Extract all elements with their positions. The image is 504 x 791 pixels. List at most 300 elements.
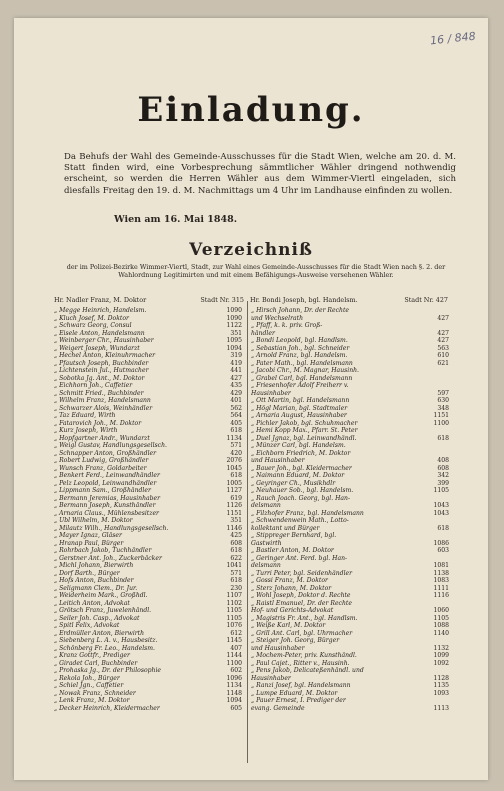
voter-name: und Hausinhaber (251, 457, 305, 464)
voter-entry (251, 315, 449, 323)
house-number: 1045 (226, 464, 242, 472)
voter-entry (54, 472, 242, 480)
voter-name: „ Schnapper Anton, Großhändler (54, 449, 157, 457)
voter-entry (251, 630, 449, 638)
voter-name: „ Wohl Joseph, Doktor d. Rechte (251, 592, 351, 599)
house-number: 618 (230, 577, 242, 584)
house-number: 1111 (433, 584, 449, 592)
house-number (427, 450, 449, 458)
document-title: Einladung. (137, 90, 365, 130)
voter-entry (54, 352, 242, 360)
voter-name: „ Friesenhofer Adolf Freiherr v. (251, 382, 349, 389)
voter-name: „ Eichhorn Joh., Caffetier (54, 382, 133, 389)
voter-entry (251, 592, 449, 600)
house-number: 618 (230, 427, 242, 434)
house-number: 621 (437, 359, 449, 367)
voter-entry (54, 570, 242, 578)
house-number: 1151 (226, 509, 242, 517)
voter-entry (54, 585, 242, 593)
house-number: 435 (230, 382, 242, 389)
voter-name: Hausinhaber (251, 674, 291, 682)
house-number: 1099 (433, 652, 449, 659)
house-number: 1095 (226, 337, 242, 344)
voter-name: „ Eisele Anton, Handelsmann (54, 329, 145, 337)
house-number: 571 (230, 569, 242, 577)
voter-name: „ Taz Eduard, Wirth (54, 412, 116, 419)
voter-entry (251, 495, 449, 503)
voter-name: „ Ott Martin, bgl. Handelsmann (251, 397, 350, 404)
voter-name: „ Milautz Wilh., Handlungsgesellsch. (54, 524, 169, 532)
voter-name: Hausinhaber (251, 389, 291, 397)
voter-name: „ Nowak Franz, Schneider (54, 689, 136, 697)
voter-entry (251, 570, 449, 578)
voter-name: „ Ubl Wilhelm, M. Doktor (54, 517, 133, 524)
house-number (427, 697, 449, 705)
voter-name: „ Rekola Joh., Bürger (54, 674, 120, 682)
voter-entry (251, 600, 449, 608)
voter-name: „ Spitl Felix, Advokat (54, 622, 120, 629)
voter-entry (54, 615, 242, 623)
voter-entry (251, 525, 449, 533)
voter-entry (251, 667, 449, 675)
voter-entry (54, 525, 242, 533)
house-number: 342 (437, 472, 449, 479)
voter-name: „ Neuhauer Sob., bgl. Handelsm. (251, 487, 354, 494)
right-column-header (250, 296, 448, 304)
voter-name: „ Erdmüller Anton, Bierwirth (54, 629, 145, 637)
list-title: Verzeichniß (189, 240, 313, 260)
voter-name: „ Schwarzer Alois, Weinhändler (54, 404, 153, 412)
voter-entry (54, 480, 242, 488)
voter-name: kollektant und Bürger (251, 524, 320, 532)
voter-entry (54, 510, 242, 518)
voter-name: „ Wilhelm Franz, Handelsmann (54, 397, 151, 404)
voter-name: Gastwirth (251, 539, 282, 547)
voter-entry (251, 337, 449, 345)
voter-name: „ Naimann Eduard, M. Doktor (251, 472, 345, 479)
voter-name: „ Kurz Joseph, Wirth (54, 427, 118, 434)
house-number: 1105 (433, 487, 449, 494)
voter-entry (54, 465, 242, 473)
intro-paragraph: Da Behufs der Wahl des Gemeinde-Ausschusses für die Stadt Wien, welche am 20. d. M. Statt finden wird, eine Vorbesprechung sämmtlicher Wähler dringend nothwendig erscheint, so werden die Herren Wähler aus dem Wimmer-Viertl eingeladen, sich diesfalls Freitag den 19. d. M. Nachmittags um 4 Uhr im Landhause einfinden zu wollen. (64, 152, 456, 196)
voter-name: „ Pfaff, k. k. priv. Groß- (251, 322, 323, 329)
voter-name: „ Mochem-Peter, priv. Kunsthändl. (251, 652, 357, 659)
voter-name: „ Sterz Johann, M. Doktor (251, 584, 332, 592)
voter-entry (54, 697, 242, 705)
voter-entry (54, 457, 242, 465)
voter-entry (54, 360, 242, 368)
house-number: 1146 (226, 524, 242, 532)
house-number: 351 (230, 517, 242, 524)
voter-name: „ Weigl Gustav, Handlungsgesellsch. (54, 442, 167, 449)
house-number: 1128 (433, 674, 449, 682)
voter-entry (251, 307, 449, 315)
voter-name: „ Benkert Ferd., Leinwandhändler (54, 472, 160, 479)
voter-name: „ Pens Jakob, Delicateßenhändl. und (251, 667, 364, 674)
voter-name: „ Jacobi Chr., M. Magnar, Hausinh. (251, 367, 359, 374)
voter-entry (54, 637, 242, 645)
house-number: 618 (437, 524, 449, 532)
voter-entry (54, 382, 242, 390)
voter-entry (251, 502, 449, 510)
voter-name: „ Bauer Joh., bgl. Kleidermacher (251, 464, 352, 472)
house-number: 608 (437, 464, 449, 472)
voter-name: „ Hechel Anton, Kleinuhrmacher (54, 352, 156, 359)
archive-mark: 16 / 848 (429, 29, 477, 48)
voter-name: „ Pelz Leopold, Leinwandhändler (54, 479, 157, 487)
voter-entry (54, 577, 242, 585)
house-number: 1144 (226, 652, 242, 659)
house-number: 563 (437, 344, 449, 352)
voter-name: „ Weigert Joseph, Wundarzt (54, 344, 140, 352)
house-number: 1102 (226, 599, 242, 607)
voter-name: „ Hofs Anton, Buchbinder (54, 577, 134, 584)
house-number: 562 (230, 404, 242, 412)
voter-entry (54, 330, 242, 338)
voter-name: „ Mayer Ignaz, Gläser (54, 532, 122, 539)
house-number: 1107 (226, 592, 242, 599)
voter-entry (54, 547, 242, 555)
voter-name: „ Bastler Anton, M. Doktor (251, 547, 334, 554)
house-number: 1096 (226, 674, 242, 682)
voter-name: „ Stippreger Bernhard, bgl. (251, 532, 337, 539)
voter-entry (54, 555, 242, 563)
voter-entry (251, 427, 449, 435)
house-number: 1088 (433, 622, 449, 629)
voter-entry (251, 517, 449, 525)
house-number: 618 (230, 472, 242, 479)
voter-name: „ Hranap Paul, Bürger (54, 539, 124, 547)
voter-entry (54, 540, 242, 548)
house-number: 405 (230, 419, 242, 427)
voter-name: „ Grabel Carl, bgl. Handelsmann (251, 374, 353, 382)
house-number: 1093 (433, 689, 449, 697)
voter-name: „ Weiderheim Mark., Großhdl. (54, 592, 148, 599)
house-number: 612 (230, 629, 242, 637)
voter-entry (251, 690, 449, 698)
voter-name: „ Raistl Emanuel, Dr. der Rechte (251, 599, 352, 607)
voter-entry (251, 487, 449, 495)
house-number: 1105 (226, 607, 242, 614)
house-number (427, 532, 449, 540)
voter-name: „ Schwendenwein Math., Lotto- (251, 517, 349, 524)
voter-entry (251, 442, 449, 450)
house-number (427, 307, 449, 315)
voter-name: „ Geyringer Ch., Musikhdlr (251, 479, 336, 487)
voter-name: „ Dorf Barth., Bürger (54, 569, 120, 577)
house-number: 2076 (226, 457, 242, 464)
house-number: 348 (437, 404, 449, 412)
voter-entry (251, 532, 449, 540)
voter-name: „ Decker Heinrich, Kleidermacher (54, 704, 160, 712)
voter-entry (251, 547, 449, 555)
voter-entry (251, 450, 449, 458)
voter-entry (251, 675, 449, 683)
voter-entry (251, 322, 449, 330)
voter-name: „ Bermann Joseph, Kunsthändler (54, 502, 156, 509)
house-number: 618 (230, 547, 242, 554)
house-number (427, 667, 449, 675)
house-number: 608 (230, 539, 242, 547)
house-number (427, 367, 449, 375)
voter-name: „ Weiße Karl, M. Doktor (251, 622, 326, 629)
document-sheet (14, 18, 488, 780)
voter-name: „ Megge Heinrich, Handelsm. (54, 307, 147, 314)
voter-name: „ Kluch Josef, M. Doktor (54, 314, 129, 322)
voter-entry (54, 450, 242, 458)
voter-name: „ Duel Jgnaz, bgl. Leinwandhändl. (251, 434, 357, 442)
house-number (427, 555, 449, 563)
voter-name: „ Magistris Fr. Ant., bgl. Handlsm. (251, 614, 358, 622)
house-number: 1151 (433, 412, 449, 419)
house-number: 1090 (226, 307, 242, 314)
house-number: 319 (230, 352, 242, 359)
voter-entry (251, 510, 449, 518)
voter-name: „ Lichtenstein Jul., Hutmacher (54, 367, 149, 374)
house-number: 1134 (226, 682, 242, 689)
voter-name: „ Pichler Jakob, bgl. Schuhmacher (251, 419, 358, 427)
voter-entry (54, 690, 242, 698)
house-number: 1105 (433, 614, 449, 622)
voter-name: delsmann (251, 502, 281, 509)
left-header-num: Stadt Nr. 315 (200, 296, 244, 304)
right-voter-list (251, 307, 449, 712)
voter-name: „ Högl Marian, bgl. Stadtmaler (251, 404, 348, 412)
house-number: 603 (437, 547, 449, 554)
voter-entry (251, 622, 449, 630)
voter-entry (54, 705, 242, 713)
voter-name: „ Schmitt Fried., Buchbinder (54, 389, 144, 397)
voter-name: „ Schiel Jgn., Caffetier (54, 682, 124, 689)
house-number: 425 (230, 532, 242, 539)
voter-name: „ Arnaria August, Hausinhaber (251, 412, 347, 419)
voter-entry (54, 600, 242, 608)
voter-entry (251, 472, 449, 480)
voter-entry (54, 667, 242, 675)
left-voter-list (54, 307, 242, 712)
house-number: 1076 (226, 622, 242, 629)
voter-entry (251, 652, 449, 660)
voter-entry (54, 420, 242, 428)
voter-entry (54, 630, 242, 638)
house-number: 399 (437, 479, 449, 487)
house-number (427, 442, 449, 450)
voter-name: „ Robert Ludwig, Großhändler (54, 457, 149, 464)
house-number: 408 (437, 457, 449, 464)
document-date: Wien am 16. Mai 1848. (114, 214, 238, 225)
voter-name: „ Gerstner Ant. Joh., Zuckerbäcker (54, 554, 162, 562)
voter-name: „ Schwarz Georg, Consul (54, 322, 132, 329)
voter-name: „ Turri Peter, bgl. Seidenhändler (251, 569, 353, 577)
voter-entry (251, 465, 449, 473)
house-number (427, 495, 449, 503)
house-number: 1132 (433, 644, 449, 652)
voter-entry (251, 705, 449, 713)
house-number: 427 (437, 337, 449, 344)
voter-entry (251, 420, 449, 428)
voter-name: „ Eichborn Friedrich, M. Doktor (251, 449, 351, 457)
voter-name: „ Schönberg Fr. Leo., Handelsm. (54, 644, 155, 652)
voter-name: „ Prohaska Jg., Dr. der Philosophie (54, 667, 162, 674)
house-number: 429 (230, 389, 242, 397)
house-number: 1113 (433, 704, 449, 712)
voter-name: „ Giradet Carl, Buchbinder (54, 659, 138, 667)
voter-name: und Wechselrath (251, 314, 303, 322)
voter-name: „ Arnaria Claus., Mühlensbesitzer (54, 509, 159, 517)
voter-name: evang. Gemeinde (251, 704, 305, 712)
voter-entry (251, 390, 449, 398)
voter-name: „ Lippmann Sam., Großhändler (54, 487, 151, 494)
voter-entry (54, 502, 242, 510)
voter-entry (251, 645, 449, 653)
left-header-name: Hr. Nadler Franz, M. Doktor (54, 296, 147, 304)
voter-name: und Hausinhaber (251, 644, 305, 652)
house-number: 419 (230, 359, 242, 367)
house-number: 571 (230, 442, 242, 449)
house-number: 1094 (226, 344, 242, 352)
house-number: 1105 (226, 614, 242, 622)
voter-name: „ Weinberger Chr., Hausinhaber (54, 337, 154, 344)
voter-entry (54, 442, 242, 450)
voter-name: „ Sobotka Jg. Ant., M. Doktor (54, 374, 145, 382)
right-header-num: Stadt Nr. 427 (404, 296, 448, 304)
voter-entry (54, 532, 242, 540)
voter-entry (251, 435, 449, 443)
house-number: 1092 (433, 659, 449, 667)
right-header-name: Hr. Bondi Joseph, bgl. Handelsm. (250, 296, 358, 304)
voter-name: „ Seligmann Clem., Dr. Jur. (54, 584, 138, 592)
voter-entry (54, 405, 242, 413)
voter-entry (251, 615, 449, 623)
voter-name: „ Pauer Ernest, I. Prediger der (251, 697, 346, 704)
voter-entry (251, 352, 449, 360)
voter-name: händler (251, 329, 275, 337)
voter-name: „ Kranz Gottfr., Prediger (54, 652, 130, 659)
house-number: 597 (437, 389, 449, 397)
house-number: 401 (230, 397, 242, 404)
voter-name: „ Siebenberg L. A. v., Hausbesitz. (54, 637, 158, 644)
voter-name: „ Lenk Franz, M. Doktor (54, 697, 130, 704)
house-number: 1127 (226, 487, 242, 494)
column-divider (247, 301, 248, 763)
house-number: 1148 (226, 689, 242, 697)
voter-entry (54, 660, 242, 668)
house-number (427, 637, 449, 645)
voter-entry (54, 562, 242, 570)
voter-entry (54, 622, 242, 630)
voter-entry (54, 517, 242, 525)
list-description: der im Polizei-Bezirke Wimmer-Viertl, Stadt, zur Wahl eines Gemeinde-Ausschusses für die Stadt Wien nach §. 2. der Wahlordnung Legitimirten und mit einem Befähigungs-Ausweise versehenen Wähler. (66, 263, 446, 280)
voter-entry (54, 487, 242, 495)
house-number (427, 427, 449, 435)
voter-entry (251, 637, 449, 645)
voter-entry (251, 345, 449, 353)
house-number: 564 (230, 412, 242, 419)
voter-name: „ Michl Johann, Bierwirth (54, 562, 134, 569)
house-number (427, 322, 449, 330)
voter-entry (54, 307, 242, 315)
house-number: 351 (230, 329, 242, 337)
house-number: 1122 (226, 322, 242, 329)
voter-entry (251, 555, 449, 563)
house-number (427, 382, 449, 390)
voter-entry (251, 330, 449, 338)
house-number: 630 (437, 397, 449, 404)
voter-name: „ Leitich Anton, Advokat (54, 599, 130, 607)
voter-name: „ Arnold Franz, bgl. Handelsm. (251, 352, 348, 359)
voter-name: „ Grill Ant. Carl, bgl. Uhrmacher (251, 629, 353, 637)
house-number: 1081 (433, 562, 449, 569)
voter-entry (251, 367, 449, 375)
voter-name: „ Gossi Franz, M. Doktor (251, 577, 328, 584)
voter-entry (251, 682, 449, 690)
voter-entry (54, 427, 242, 435)
left-column-header (54, 296, 244, 304)
voter-name: „ Seiler Joh. Casp., Advokat (54, 614, 140, 622)
voter-name: delsmann (251, 562, 281, 569)
house-number: 1083 (433, 577, 449, 584)
voter-name: „ Hopfgartner Andr., Wundarzt (54, 434, 150, 442)
voter-entry (54, 322, 242, 330)
voter-entry (54, 607, 242, 615)
house-number: 602 (230, 667, 242, 674)
house-number: 619 (230, 494, 242, 502)
voter-entry (251, 480, 449, 488)
house-number: 1135 (433, 682, 449, 689)
house-number: 1043 (433, 509, 449, 517)
voter-name: „ Geringer Ant. Ferd. bgl. Han- (251, 554, 348, 562)
voter-entry (54, 390, 242, 398)
voter-entry (54, 435, 242, 443)
voter-name: „ Wunsch Franz, Goldarbeiter (54, 464, 147, 472)
house-number: 1094 (226, 697, 242, 704)
voter-entry (251, 607, 449, 615)
house-number: 1005 (226, 479, 242, 487)
voter-entry (54, 397, 242, 405)
voter-entry (251, 585, 449, 593)
house-number: 1116 (433, 592, 449, 599)
voter-name: „ Rauch Joach. Georg, bgl. Han- (251, 494, 350, 502)
house-number: 1126 (226, 502, 242, 509)
voter-name: „ Lumpe Eduard, M. Doktor (251, 689, 338, 697)
house-number: 1100 (226, 659, 242, 667)
house-number: 427 (437, 314, 449, 322)
house-number: 1060 (433, 607, 449, 614)
house-number: 1041 (226, 562, 242, 569)
voter-name: „ Bermann Jeremias, Hausinhaber (54, 494, 161, 502)
voter-entry (54, 675, 242, 683)
voter-name: „ Hemi Kopp Max., Pfarr. St. Peter (251, 427, 358, 434)
voter-name: „ Bondi Leopold, bgl. Handlsm. (251, 337, 348, 344)
house-number: 420 (230, 449, 242, 457)
voter-entry (54, 682, 242, 690)
voter-name: Hof- und Gerichts-Advokat (251, 607, 334, 614)
voter-entry (251, 405, 449, 413)
voter-name: „ Paul Cajet., Ritter v., Hausinh. (251, 659, 350, 667)
voter-entry (251, 360, 449, 368)
house-number: 1090 (226, 314, 242, 322)
house-number: 1043 (433, 502, 449, 509)
voter-entry (251, 382, 449, 390)
house-number: 427 (437, 329, 449, 337)
voter-entry (54, 495, 242, 503)
voter-name: „ Pfautsch Joseph, Buchbinder (54, 359, 149, 367)
voter-name: „ Steiger Joh. Georg, Bürger (251, 637, 340, 644)
voter-entry (251, 375, 449, 383)
house-number: 230 (230, 584, 242, 592)
voter-entry (54, 645, 242, 653)
voter-entry (251, 577, 449, 585)
